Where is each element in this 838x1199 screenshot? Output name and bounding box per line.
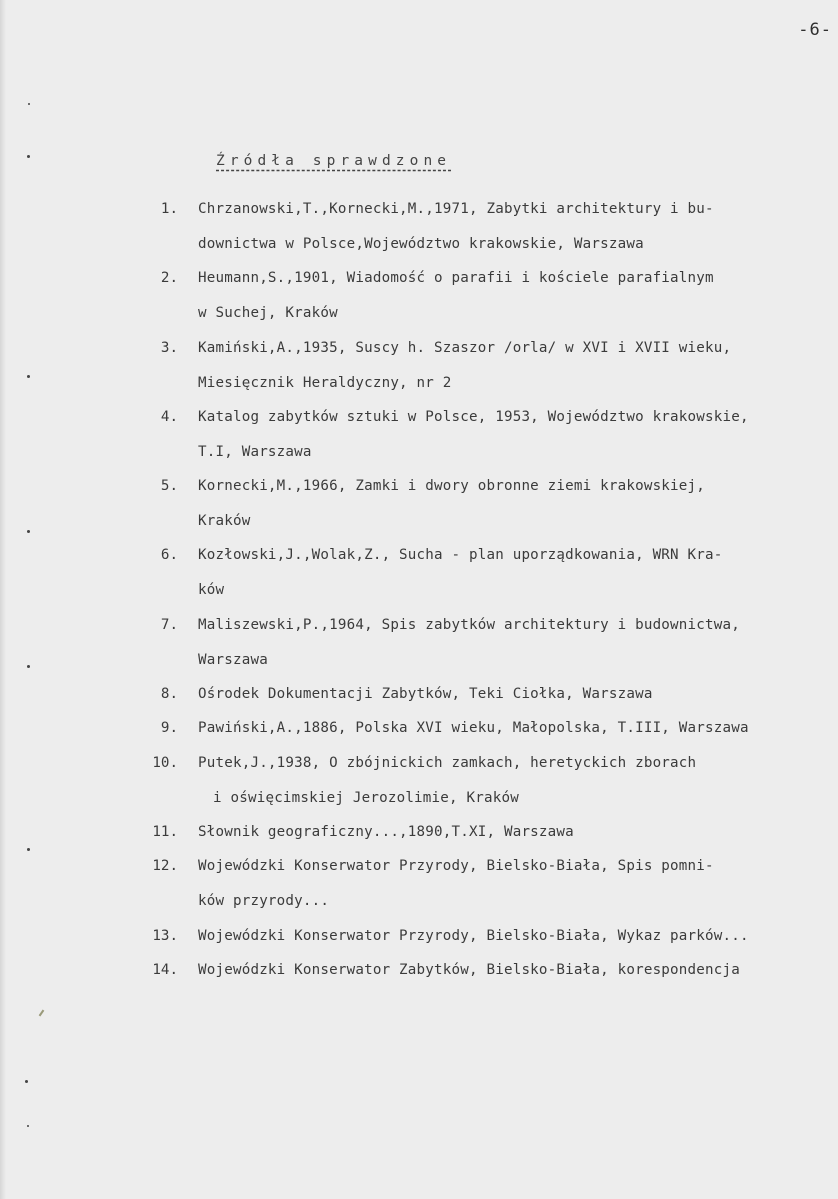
source-text-line: Maliszewski,P.,1964, Spis zabytków architektury i budownictwa, xyxy=(198,617,740,633)
source-text-line: Wojewódzki Konserwator Przyrody, Bielsko-Biała, Spis pomni- xyxy=(198,858,714,874)
source-number: 9. xyxy=(160,720,178,736)
margin-dot xyxy=(27,1125,29,1127)
section-heading: Źródła sprawdzone xyxy=(216,153,452,169)
source-text-line: Katalog zabytków sztuki w Polsce, 1953, Województwo krakowskie, xyxy=(198,409,749,425)
source-number: 1. xyxy=(160,201,178,217)
source-text-line: Heumann,S.,1901, Wiadomość o parafii i kościele parafialnym xyxy=(198,270,714,286)
source-text-line: Ośrodek Dokumentacji Zabytków, Teki Ciołka, Warszawa xyxy=(198,686,653,702)
source-number: 13. xyxy=(152,928,178,944)
margin-dot xyxy=(27,530,30,533)
source-text-line: ków xyxy=(198,582,225,598)
source-number: 4. xyxy=(160,409,178,425)
source-text-line: Wojewódzki Konserwator Przyrody, Bielsko-Biała, Wykaz parków... xyxy=(198,928,749,944)
margin-dot xyxy=(25,1080,28,1083)
source-number: 10. xyxy=(152,755,178,771)
source-text-line: Wojewódzki Konserwator Zabytków, Bielsko-Biała, korespondencja xyxy=(198,962,740,978)
source-text-line: Miesięcznik Heraldyczny, nr 2 xyxy=(198,375,452,391)
source-number: 7. xyxy=(160,617,178,633)
source-text-line: w Suchej, Kraków xyxy=(198,305,338,321)
source-number: 12. xyxy=(152,858,178,874)
source-text-line: Kraków xyxy=(198,513,251,529)
source-number: 8. xyxy=(160,686,178,702)
source-text-line: Kornecki,M.,1966, Zamki i dwory obronne ziemi krakowskiej, xyxy=(198,478,706,494)
page-edge-shadow xyxy=(0,0,6,1199)
source-text-line: downictwa w Polsce,Województwo krakowskie, Warszawa xyxy=(198,236,644,252)
source-number: 6. xyxy=(160,547,178,563)
source-number: 14. xyxy=(152,962,178,978)
source-number: 3. xyxy=(160,340,178,356)
pencil-mark xyxy=(39,1010,45,1017)
margin-dot xyxy=(28,103,30,105)
source-text-line: T.I, Warszawa xyxy=(198,444,312,460)
source-text-line: i oświęcimskiej Jerozolimie, Kraków xyxy=(213,790,519,806)
source-number: 11. xyxy=(152,824,178,840)
source-text-line: Kamiński,A.,1935, Suscy h. Szaszor /orla/ w XVI i XVII wieku, xyxy=(198,340,732,356)
source-text-line: Chrzanowski,T.,Kornecki,M.,1971, Zabytki architektury i bu- xyxy=(198,201,714,217)
source-text-line: Putek,J.,1938, O zbójnickich zamkach, heretyckich zborach xyxy=(198,755,697,771)
page-number: -6- xyxy=(798,20,832,40)
margin-dot xyxy=(27,665,30,668)
margin-dot xyxy=(27,155,30,158)
source-text-line: Słownik geograficzny...,1890,T.XI, Warszawa xyxy=(198,824,574,840)
source-text-line: ków przyrody... xyxy=(198,893,330,909)
source-number: 2. xyxy=(160,270,178,286)
source-text-line: Warszawa xyxy=(198,652,268,668)
margin-dot xyxy=(27,375,30,378)
margin-dot xyxy=(27,848,30,851)
source-number: 5. xyxy=(160,478,178,494)
source-text-line: Pawiński,A.,1886, Polska XVI wieku, Małopolska, T.III, Warszawa xyxy=(198,720,749,736)
source-text-line: Kozłowski,J.,Wolak,Z., Sucha - plan uporządkowania, WRN Kra- xyxy=(198,547,723,563)
